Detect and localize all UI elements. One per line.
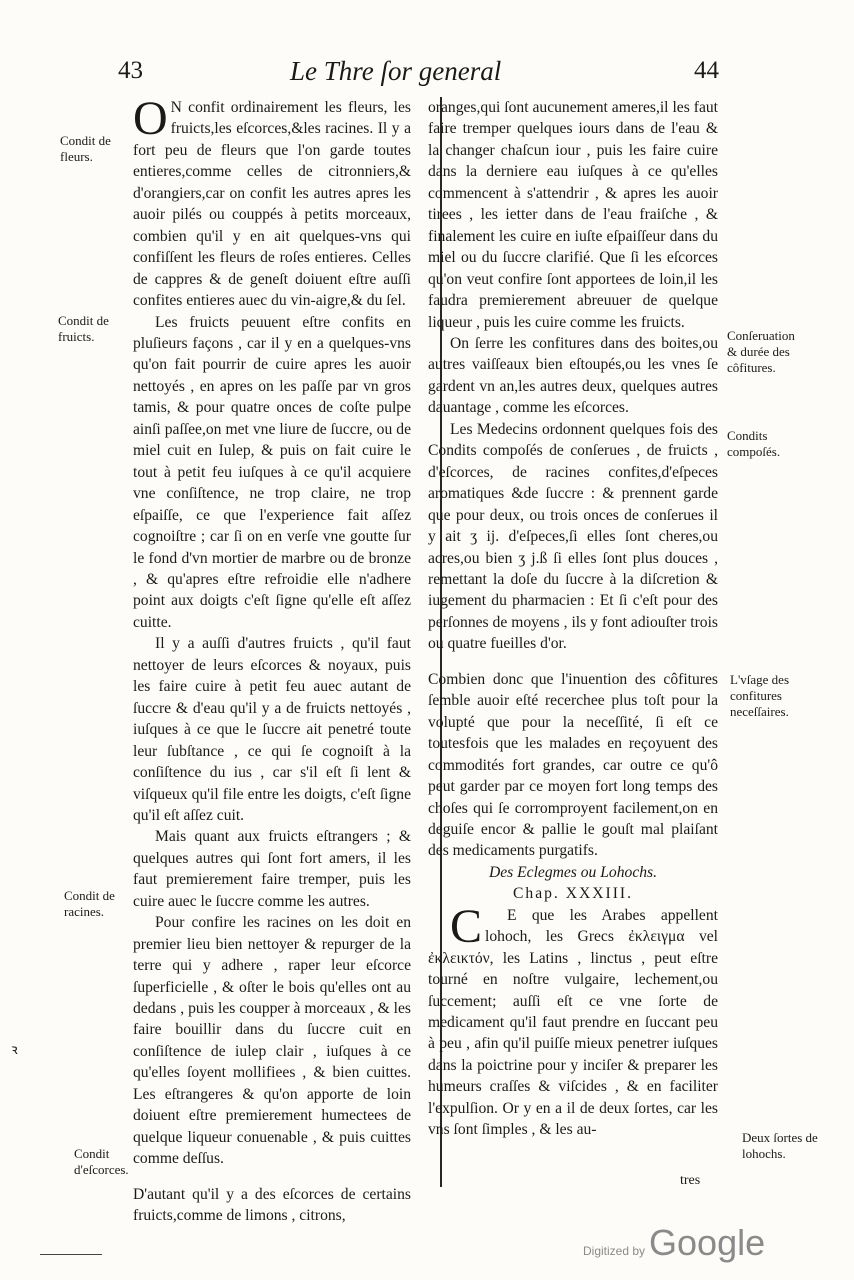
left-paragraph-1 <box>133 92 411 312</box>
right-paragraph-1: oranges,qui ſont aucunement ameres,il les faut faire tremper quelques iours dans de l'eau & la changer chaſcun iour , puis les faire cuire dans la derniere eau iuſques à ce qu'elles commencent à s'attendrir , & apres les auoir tirees , les ietter dans de l'eau fraiſche , & finalement les cuire en iuſte eſpaiſſeur dans du miel ou du ſuccre clarifié. Que ſi les eſcorces qu'on veut confire ſont apportees de loin,il les faudra premierement abreuuer de quelque liqueur , puis les cuire comme les fruicts. <box>428 99 718 331</box>
right-paragraph-2: On ſerre les confitures dans des boites,ou autres vaiſſeaux bien eſtoupés,ou les vnes ſe gardent vn an,les autres deux, quelques autres dauantage , comme les eſcorces. <box>428 334 718 417</box>
right-paragraph-4: Combien donc que l'inuention des côfitures ſemble auoir eſté recerchee plus toſt pour la volupté que pour la neceſſité, ſi eſt ce toutesfois que les malades en reçoyuent des commodités fort grandes, car outre ce qu'ô peut garder par ce moyen fort long temps des choſes qui ſe corromproyent facilement,on en deguiſe encor & pallie le gouſt mal plaiſant des medicaments purgatifs. <box>428 670 718 860</box>
right-paragraph-5 <box>428 899 718 1141</box>
left-paragraph-4: Mais quant aux fruicts eſtrangers ; & quelques autres qui ſont fort amers, il les faut premierement faire tremper, puis les cuire auec le ſuccre comme les autres. <box>133 828 411 910</box>
left-page-number: 43 <box>118 57 143 84</box>
section-title: Des Eclegmes ou Lohochs. <box>488 863 658 881</box>
margin-note-conservation: Conſeruation & durée des côfitures. <box>727 328 795 375</box>
bottom-rule <box>40 1254 102 1255</box>
chapter-heading: Chap. XXXIII. <box>513 885 633 903</box>
margin-note-racines: Condit de racines. <box>64 888 115 919</box>
margin-note-usage: L'vſage des confitures neceſſaires. <box>730 672 790 719</box>
drop-cap-o: O <box>133 92 168 145</box>
margin-note-fleurs: Condit de fleurs. <box>60 133 111 164</box>
paragraph-gap <box>133 1170 411 1184</box>
margin-note-deux-sortes: Deux ſortes de lohochs. <box>742 1130 818 1161</box>
right-column <box>428 97 718 1141</box>
right-paragraph-5-text: E que les Arabes appellent lohoch, les Grecs ἐκλειγμα vel ἐκλεικτόν, les Latins , linctus , peut eſtre tourné en noſtre vulgaire, lechement,ou ſuccement; auſſi eſt ce vne ſorte de medicament qu'il faut prendre en ſuccant peu à peu , afin qu'il puiſſe mieux penetrer iuſques dans la poictrine pour y inciſer & preparer les humeurs craſſes & viſcides , & en faciliter l'expulſion. Or y en a il de deux ſortes, car les vns ſont ſimples , & les au- <box>428 906 718 1139</box>
left-paragraph-6: D'autant qu'il y a des eſcorces de certains fruicts,comme de limons , citrons, <box>133 1185 411 1225</box>
margin-mark: ꝛ <box>11 1043 18 1058</box>
digitized-by-label: Digitized by <box>583 1244 646 1258</box>
left-paragraph-2: Les fruicts peuuent eſtre confits en pluſieurs façons , car il y en a quelques-vns qu'on fait pourrir de cuire apres les auoir nettoyés , en apres on les paſſe par vn gros tamis, & pour quatre onces de coſte pulpe ainſi paſſee,on met vne liure de ſuccre, ou de miel cuit en Iulep, & puis on fait cuire le tout à petit feu iuſques à ce qu'il acquiere vne conſiſtence, ne trop claire, ne trop eſpaiſſe, ce que l'experience fait aſſez cognoiſtre ; car ſi on en verſe vne goutte ſur le fond d'vn mortier de marbre ou de bronze , & qu'apres eſtre refroidie elle n'adhere point aux doigts c'eſt ſigne qu'elle eſt aſſez cuitte. <box>133 313 411 631</box>
left-column <box>133 92 411 1227</box>
margin-note-escorces: Condit d'eſcorces. <box>74 1146 129 1177</box>
paragraph-gap <box>428 655 718 669</box>
right-paragraph-3: Les Medecins ordonnent quelques fois des Condits compoſés de conſerues , de fruicts , d'eſcorces, de racines confites,d'eſpeces aromatiques &de ſuccre : & prennent garde que pour deux, ou trois onces de conſerues il y ait ʒ ij. d'eſpeces,ſi elles ſont cheres,ou acres,ou bien ʒ j.ß ſi elles ſont plus douces , remettant la doſe du ſuccre à la diſcretion & iugement du pharmacien : Et ſi c'eſt pour des perſonnes de moyens , ils y font adiouſter trois ou quatre fueilles d'or. <box>428 420 718 653</box>
left-paragraph-1-text: N confit ordinairement les fleurs, les fruicts,les eſcorces,&les racines. Il y a fort peu de fleurs que l'on garde toutes entieres,comme celles de citronniers,& d'orangiers,car on confit les autres apres les auoir pilés ou couppés à petits morceaux, combien qu'il y en ait quelques-vns qui confiſſent les fleurs de roſes entieres. Celles de cappres & de geneſt doiuent eſtre auſſi confites entieres auec du vin-aigre,& du ſel. <box>133 99 411 310</box>
right-page-number: 44 <box>694 57 719 84</box>
drop-cap-c: C <box>450 899 483 953</box>
running-title: Le Thre ſor general <box>290 56 502 86</box>
margin-note-composes: Condits compoſés. <box>727 428 781 459</box>
google-wordmark: Google <box>649 1222 766 1263</box>
margin-note-fruicts: Condit de fruicts. <box>58 313 109 344</box>
left-paragraph-3: Il y a auſſi d'autres fruicts , qu'il faut nettoyer de leurs eſcorces & noyaux, puis les faire cuire à petit feu auec autant de ſuccre & d'eau qu'il y a de fruicts nettoyés , iuſques à ce que le ſuccre ait penetré toute leur ſubſtance , ce qui ſe cognoiſt à la conſiſtence du ius , car s'il eſt ſi lent & viſqueux qu'il file entre les doigts, c'eſt ſigne qu'il eſt aſſez cuit. <box>133 635 411 824</box>
digitization-watermark <box>583 1222 765 1264</box>
left-paragraph-5: Pour confire les racines on les doit en premier lieu bien nettoyer & repurger de la terre qui y adhere , raper leur eſcorce ſuperficielle , & oſter le bois qu'elles ont au dedans , puis les coupper à morceaux , & les faire bouillir dans du ſuccre cuit en conſiſtence de iulep clair , iuſques à ce qu'elles ſoyent mollifiees , & bien cuittes. Les eſtrangeres & qu'on apporte de loin doiuent eſtre premierement humectees de quelque liqueur conuenable , & puis cuittes comme deſſus. <box>133 914 411 1168</box>
catchword: tres <box>680 1173 701 1188</box>
